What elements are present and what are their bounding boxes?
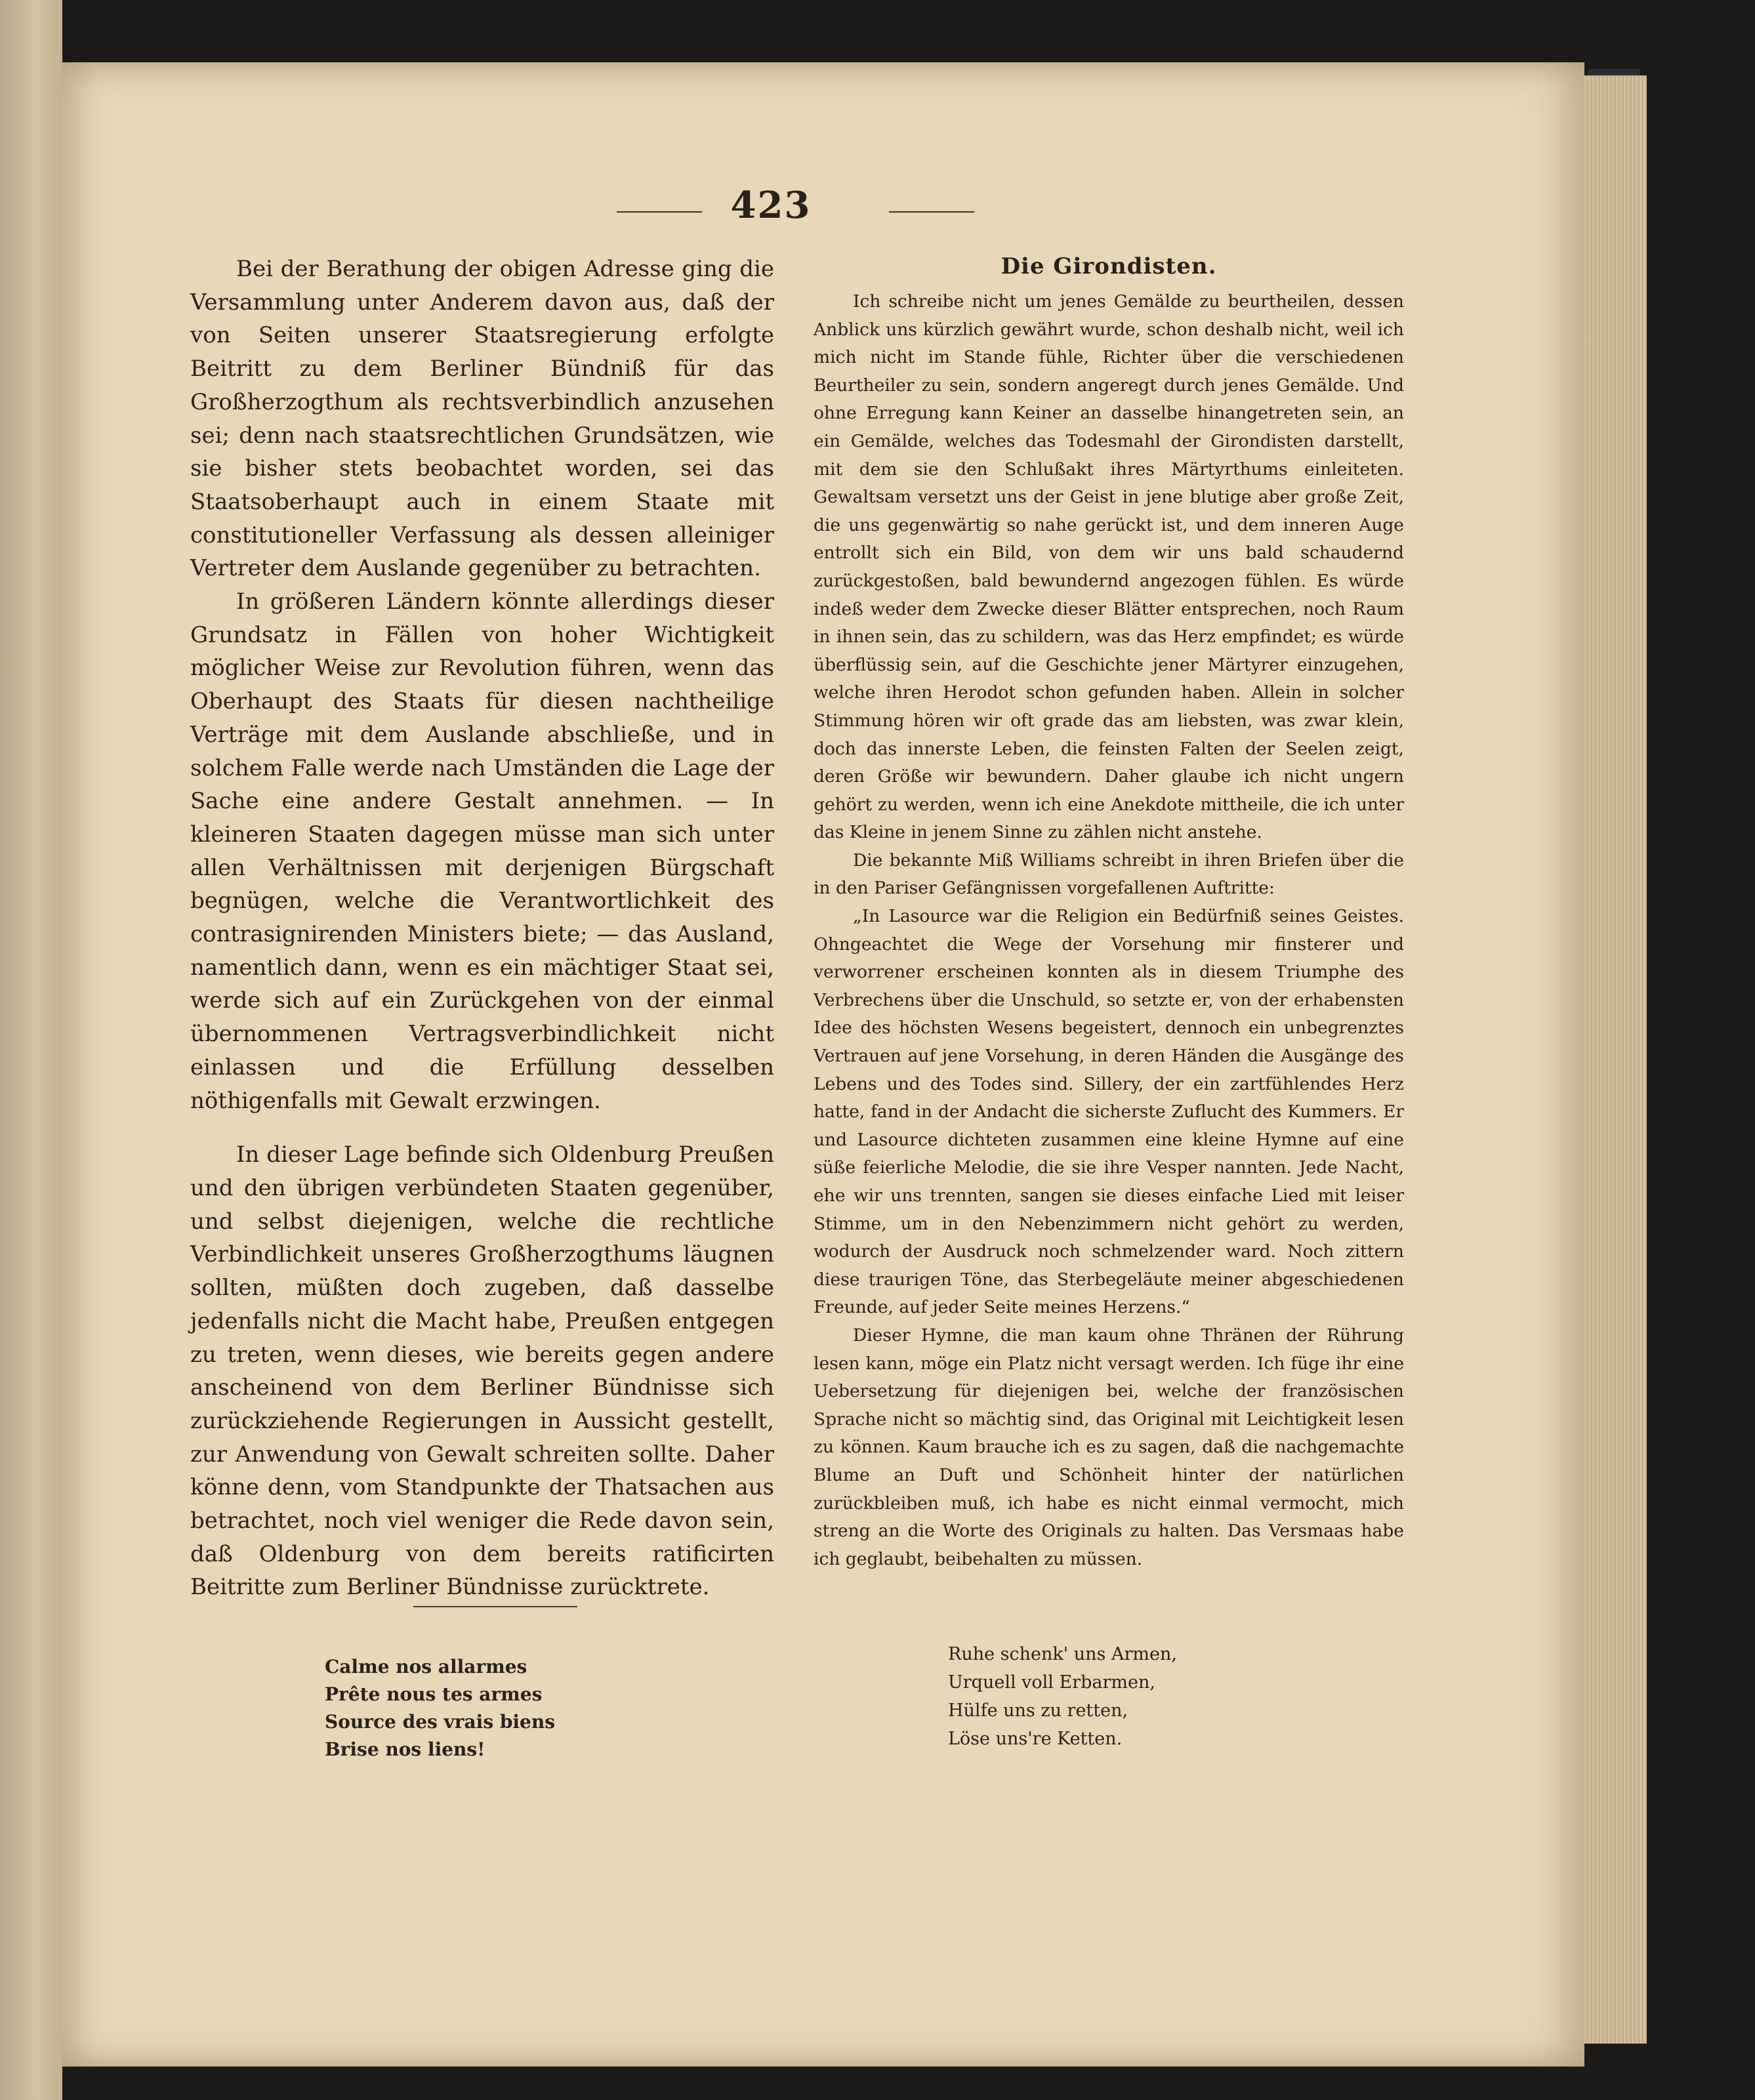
header-rule-left xyxy=(617,211,702,213)
page-edges xyxy=(1584,75,1647,2044)
german-hymn-line-1: Ruhe schenk' uns Armen, xyxy=(948,1644,1177,1664)
section-divider xyxy=(413,1606,577,1607)
french-hymn-line-4: Brise nos liens! xyxy=(325,1739,485,1760)
french-hymn-line-2: Prête nous tes armes xyxy=(325,1683,543,1705)
right-column xyxy=(814,253,1404,1573)
french-hymn-line-1: Calme nos allarmes xyxy=(325,1656,527,1678)
left-column xyxy=(190,253,774,1604)
previous-page-edge xyxy=(0,0,62,2100)
german-hymn-line-3: Hülfe uns zu retten, xyxy=(948,1700,1128,1721)
left-paragraph-1: Bei der Berathung der obigen Adresse ging die Versammlung unter Anderem davon aus, daß der von Seiten unserer Staatsregierung erfolgte Beitritt zu dem Berliner Bündniß für das Großherzogthum als rechtsverbindlich anzusehen sei; denn nach staatsrechtlichen Grundsätzen, wie sie bisher stets beobachtet worden, sei das Staatsoberhaupt auch in einem Staate mit constitutioneller Verfassung als dessen alleiniger Vertreter dem Auslande gegenüber zu betrachten. xyxy=(190,256,774,582)
right-paragraph-1: Ich schreibe nicht um jenes Gemälde zu beurtheilen, dessen Anblick uns kürzlich gewährt wurde, schon deshalb nicht, weil ich mich nicht im Stande fühle, Richter über die verschiedenen Beurtheiler zu sein, sondern angeregt durch jenes Gemälde. Und ohne Erregung kann Keiner an dasselbe hinangetreten sein, an ein Gemälde, welches das Todesmahl der Girondisten darstellt, mit dem sie den Schlußakt ihres Märtyrthums einleiteten. Gewaltsam versetzt uns der Geist in jene blutige aber große Zeit, die uns gegenwärtig so nahe gerückt ist, und dem inneren Auge entrollt sich ein Bild, von dem wir uns bald schaudernd zurückgestoßen, bald bewundernd angezogen fühlen. Es würde indeß weder dem Zwecke dieser Blätter entsprechen, noch Raum in ihnen sein, das zu schildern, was das Herz empfindet; es würde überflüssig sein, auf die Geschichte jener Märtyrer einzugehen, welche ihren Herodot schon gefunden haben. Allein in solcher Stimmung hören wir oft grade das am liebsten, was zwar klein, doch das innerste Leben, die feinsten Falten der Seelen zeigt, deren Größe wir bewundern. Daher glaube ich nicht ungern gehört zu werden, wenn ich eine Anekdote mittheile, die ich unter das Kleine in jenem Sinne zu zählen nicht anstehe. xyxy=(814,291,1404,843)
german-hymn-line-2: Urquell voll Erbarmen, xyxy=(948,1672,1155,1693)
german-hymn-line-4: Löse uns're Ketten. xyxy=(948,1729,1123,1749)
header-rule-right xyxy=(889,211,974,213)
french-hymn xyxy=(325,1653,555,1763)
page-number: 423 xyxy=(730,184,812,227)
right-quote: „In Lasource war die Religion ein Bedürfniß seines Geistes. Ohngeachtet die Wege der Vorsehung mir finsterer und verworrener erscheinen konnten als in diesem Triumphe des Verbrechens über die Unschuld, so setzte er, von der erhabensten Idee des höchsten Wesens begeistert, dennoch ein unbegrenztes Vertrauen auf jene Vorsehung, in deren Händen die Ausgänge des Lebens und des Todes sind. Sillery, der ein zartfühlendes Herz hatte, fand in der Andacht die sicherste Zuflucht des Kummers. Er und Lasource dichteten zusammen eine kleine Hymne auf eine süße feierliche Melodie, die sie ihre Vesper nannten. Jede Nacht, ehe wir uns trennten, sangen sie dieses einfache Lied mit leiser Stimme, um in den Nebenzimmern nicht gehört zu werden, wodurch der Ausdruck noch schmelzender ward. Noch zittern diese traurigen Töne, das Sterbegeläute meiner abgeschiedenen Freunde, auf jeder Seite meines Herzens.“ xyxy=(814,906,1404,1318)
right-paragraph-2: Die bekannte Miß Williams schreibt in ihren Briefen über die in den Pariser Gefängnissen vorgefallenen Auftritte: xyxy=(814,850,1404,899)
german-hymn xyxy=(948,1640,1177,1753)
french-hymn-line-3: Source des vrais biens xyxy=(325,1711,555,1733)
article-heading: Die Girondisten. xyxy=(1001,253,1217,279)
left-paragraph-2: In größeren Ländern könnte allerdings dieser Grundsatz in Fällen von hoher Wichtigkeit möglicher Weise zur Revolution führen, wenn das Oberhaupt des Staats für diesen nachtheilige Verträge mit dem Auslande abschließe, und in solchem Falle werde nach Umständen die Lage der Sache eine andere Gestalt annehmen. — In kleineren Staaten dagegen müsse man sich unter allen Verhältnissen mit derjenigen Bürgschaft begnügen, welche die Verantwortlichkeit des contrasignirenden Ministers biete; — das Ausland, namentlich dann, wenn es ein mächtiger Staat sei, werde sich auf ein Zurückgehen von der einmal übernommenen Vertragsverbindlichkeit nicht einlassen und die Erfüllung desselben nöthigenfalls mit Gewalt erzwingen. xyxy=(190,588,774,1114)
right-paragraph-3: Dieser Hymne, die man kaum ohne Thränen der Rührung lesen kann, möge ein Platz nicht versagt werden. Ich füge ihr eine Uebersetzung für diejenigen bei, welche der französischen Sprache nicht so mächtig sind, das Original mit Leichtigkeit lesen zu können. Kaum brauche ich es zu sagen, daß die nachgemachte Blume an Duft und Schönheit hinter der natürlichen zurückbleiben muß, ich habe es nicht einmal vermocht, mich streng an die Worte des Originals zu halten. Das Versmaas habe ich geglaubt, beibehalten zu müssen. xyxy=(814,1325,1404,1569)
left-paragraph-3: In dieser Lage befinde sich Oldenburg Preußen und den übrigen verbündeten Staaten gegenüber, und selbst diejenigen, welche die rechtliche Verbindlichkeit unseres Großherzogthums läugnen sollten, müßten doch zugeben, daß dasselbe jedenfalls nicht die Macht habe, Preußen entgegen zu treten, wenn dieses, wie bereits gegen andere anscheinend von dem Berliner Bündnisse sich zurückziehende Regierungen in Aussicht gestellt, zur Anwendung von Gewalt schreiten sollte. Daher könne denn, vom Standpunkte der Thatsachen aus betrachtet, noch viel weniger die Rede davon sein, daß Oldenburg von dem bereits ratificirten Beitritte zum Berliner Bündnisse zurücktrete. xyxy=(190,1142,774,1601)
